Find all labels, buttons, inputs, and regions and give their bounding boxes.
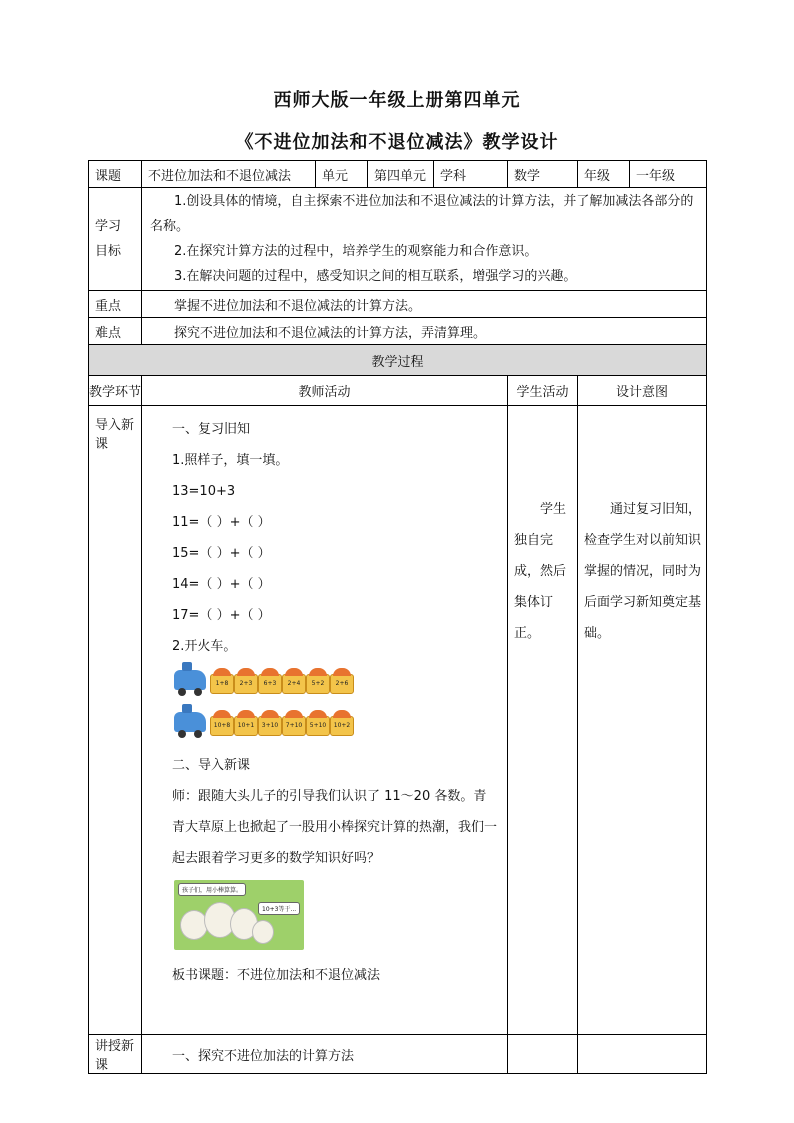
- train-image-1: [172, 666, 497, 700]
- train-car: 2+4: [282, 674, 306, 694]
- goals-content: [142, 188, 707, 291]
- difficulty-text: 探究不进位加法和不退位减法的计算方法，弄清算理。: [142, 318, 707, 345]
- key-point-label: 重点: [89, 291, 142, 318]
- train-car: 10+8: [210, 716, 234, 736]
- review-heading: 一、复习旧知: [172, 422, 251, 437]
- train-car: 2+6: [330, 674, 354, 694]
- goal-item: 2.在探究计算方法的过程中，培养学生的观察能力和合作意识。: [174, 244, 538, 259]
- task2-text: 2.开火车。: [172, 639, 237, 654]
- teach-row: [89, 1035, 707, 1074]
- train-car: 3+10: [258, 716, 282, 736]
- blank-equation: 17=（ ）+（ ）: [172, 608, 271, 623]
- info-row: [89, 161, 707, 188]
- train-engine-icon: [174, 712, 206, 732]
- process-header: 教学过程: [89, 345, 707, 376]
- intro-student-activity: 学生独自完成，然后集体订正。: [508, 406, 578, 1035]
- intro-teacher-activity: [142, 406, 508, 1035]
- train-car: 7+10: [282, 716, 306, 736]
- train-car: 1+8: [210, 674, 234, 694]
- intro-stage: 导入新课: [89, 406, 142, 1035]
- unit-value: 第四单元: [368, 161, 434, 188]
- teach-teacher-activity: 一、探究不进位加法的计算方法: [142, 1035, 508, 1074]
- goal-item: 1.创设具体的情境，自主探索不进位加法和不退位减法的计算方法，并了解加减法各部分的名称。: [150, 194, 694, 234]
- train-image-2: [172, 708, 497, 742]
- teach-design-intent: [578, 1035, 707, 1074]
- blank-equation: 15=（ ）+（ ）: [172, 546, 271, 561]
- goals-label-line2: 目标: [95, 244, 122, 259]
- column-header-row: [89, 376, 707, 406]
- document-title-line1: 西师大版一年级上册第四单元: [273, 90, 521, 111]
- col-teacher: 教师活动: [142, 376, 508, 406]
- grade-label: 年级: [578, 161, 630, 188]
- teach-stage: 讲授新课: [89, 1035, 142, 1074]
- topic-label: 课题: [89, 161, 142, 188]
- blank-equation: 14=（ ）+（ ）: [172, 577, 271, 592]
- train-car: 10+2: [330, 716, 354, 736]
- speech-bubble: 孩子们，用小棒算算。: [178, 883, 246, 896]
- key-point-text: 掌握不进位加法和不退位减法的计算方法。: [142, 291, 707, 318]
- goals-label: [89, 188, 142, 291]
- train-car: 10+1: [234, 716, 258, 736]
- intro-row: [89, 406, 707, 1035]
- wheel-icon: [194, 730, 202, 738]
- goals-label-line1: 学习: [95, 219, 122, 234]
- cartoon-sheep-image: [174, 880, 304, 950]
- goal-item: 3.在解决问题的过程中，感受知识之间的相互联系，增强学习的兴趣。: [174, 269, 577, 284]
- sheep-figure: [252, 920, 274, 944]
- document-title-line2: 《不进位加法和不退位减法》教学设计: [235, 132, 559, 153]
- subject-label: 学科: [434, 161, 508, 188]
- intro-design-intent: 通过复习旧知，检查学生对以前知识掌握的情况，同时为后面学习新知奠定基础。: [578, 406, 707, 1035]
- wheel-icon: [178, 688, 186, 696]
- new-lesson-heading: 二、导入新课: [172, 758, 251, 773]
- train-car: 5+10: [306, 716, 330, 736]
- train-engine-icon: [174, 670, 206, 690]
- teach-student-activity: [508, 1035, 578, 1074]
- example-equation: 13=10+3: [172, 484, 236, 499]
- difficulty-label: 难点: [89, 318, 142, 345]
- col-stage: 教学环节: [89, 376, 142, 406]
- train-car: 5+2: [306, 674, 330, 694]
- board-title: 板书课题：不进位加法和不退位减法: [172, 968, 381, 983]
- speech-bubble: 10+3等于...: [258, 902, 300, 915]
- task1-text: 1.照样子，填一填。: [172, 453, 289, 468]
- col-student: 学生活动: [508, 376, 578, 406]
- subject-value: 数学: [508, 161, 578, 188]
- wheel-icon: [194, 688, 202, 696]
- topic-value: 不进位加法和不退位减法: [142, 161, 316, 188]
- lesson-plan-table: [88, 160, 707, 1074]
- grade-value: 一年级: [630, 161, 707, 188]
- process-header-row: [89, 345, 707, 376]
- train-car: 6+3: [258, 674, 282, 694]
- train-car: 2+3: [234, 674, 258, 694]
- unit-label: 单元: [316, 161, 368, 188]
- wheel-icon: [178, 730, 186, 738]
- col-design: 设计意图: [578, 376, 707, 406]
- difficulty-row: [89, 318, 707, 345]
- goals-row: [89, 188, 707, 291]
- key-point-row: [89, 291, 707, 318]
- blank-equation: 11=（ ）+（ ）: [172, 515, 271, 530]
- intro-paragraph: 师：跟随大头儿子的引导我们认识了 11～20 各数。青青大草原上也掀起了一股用小棒探究计算的热潮，我们一起去跟着学习更多的数学知识好吗？: [172, 789, 498, 866]
